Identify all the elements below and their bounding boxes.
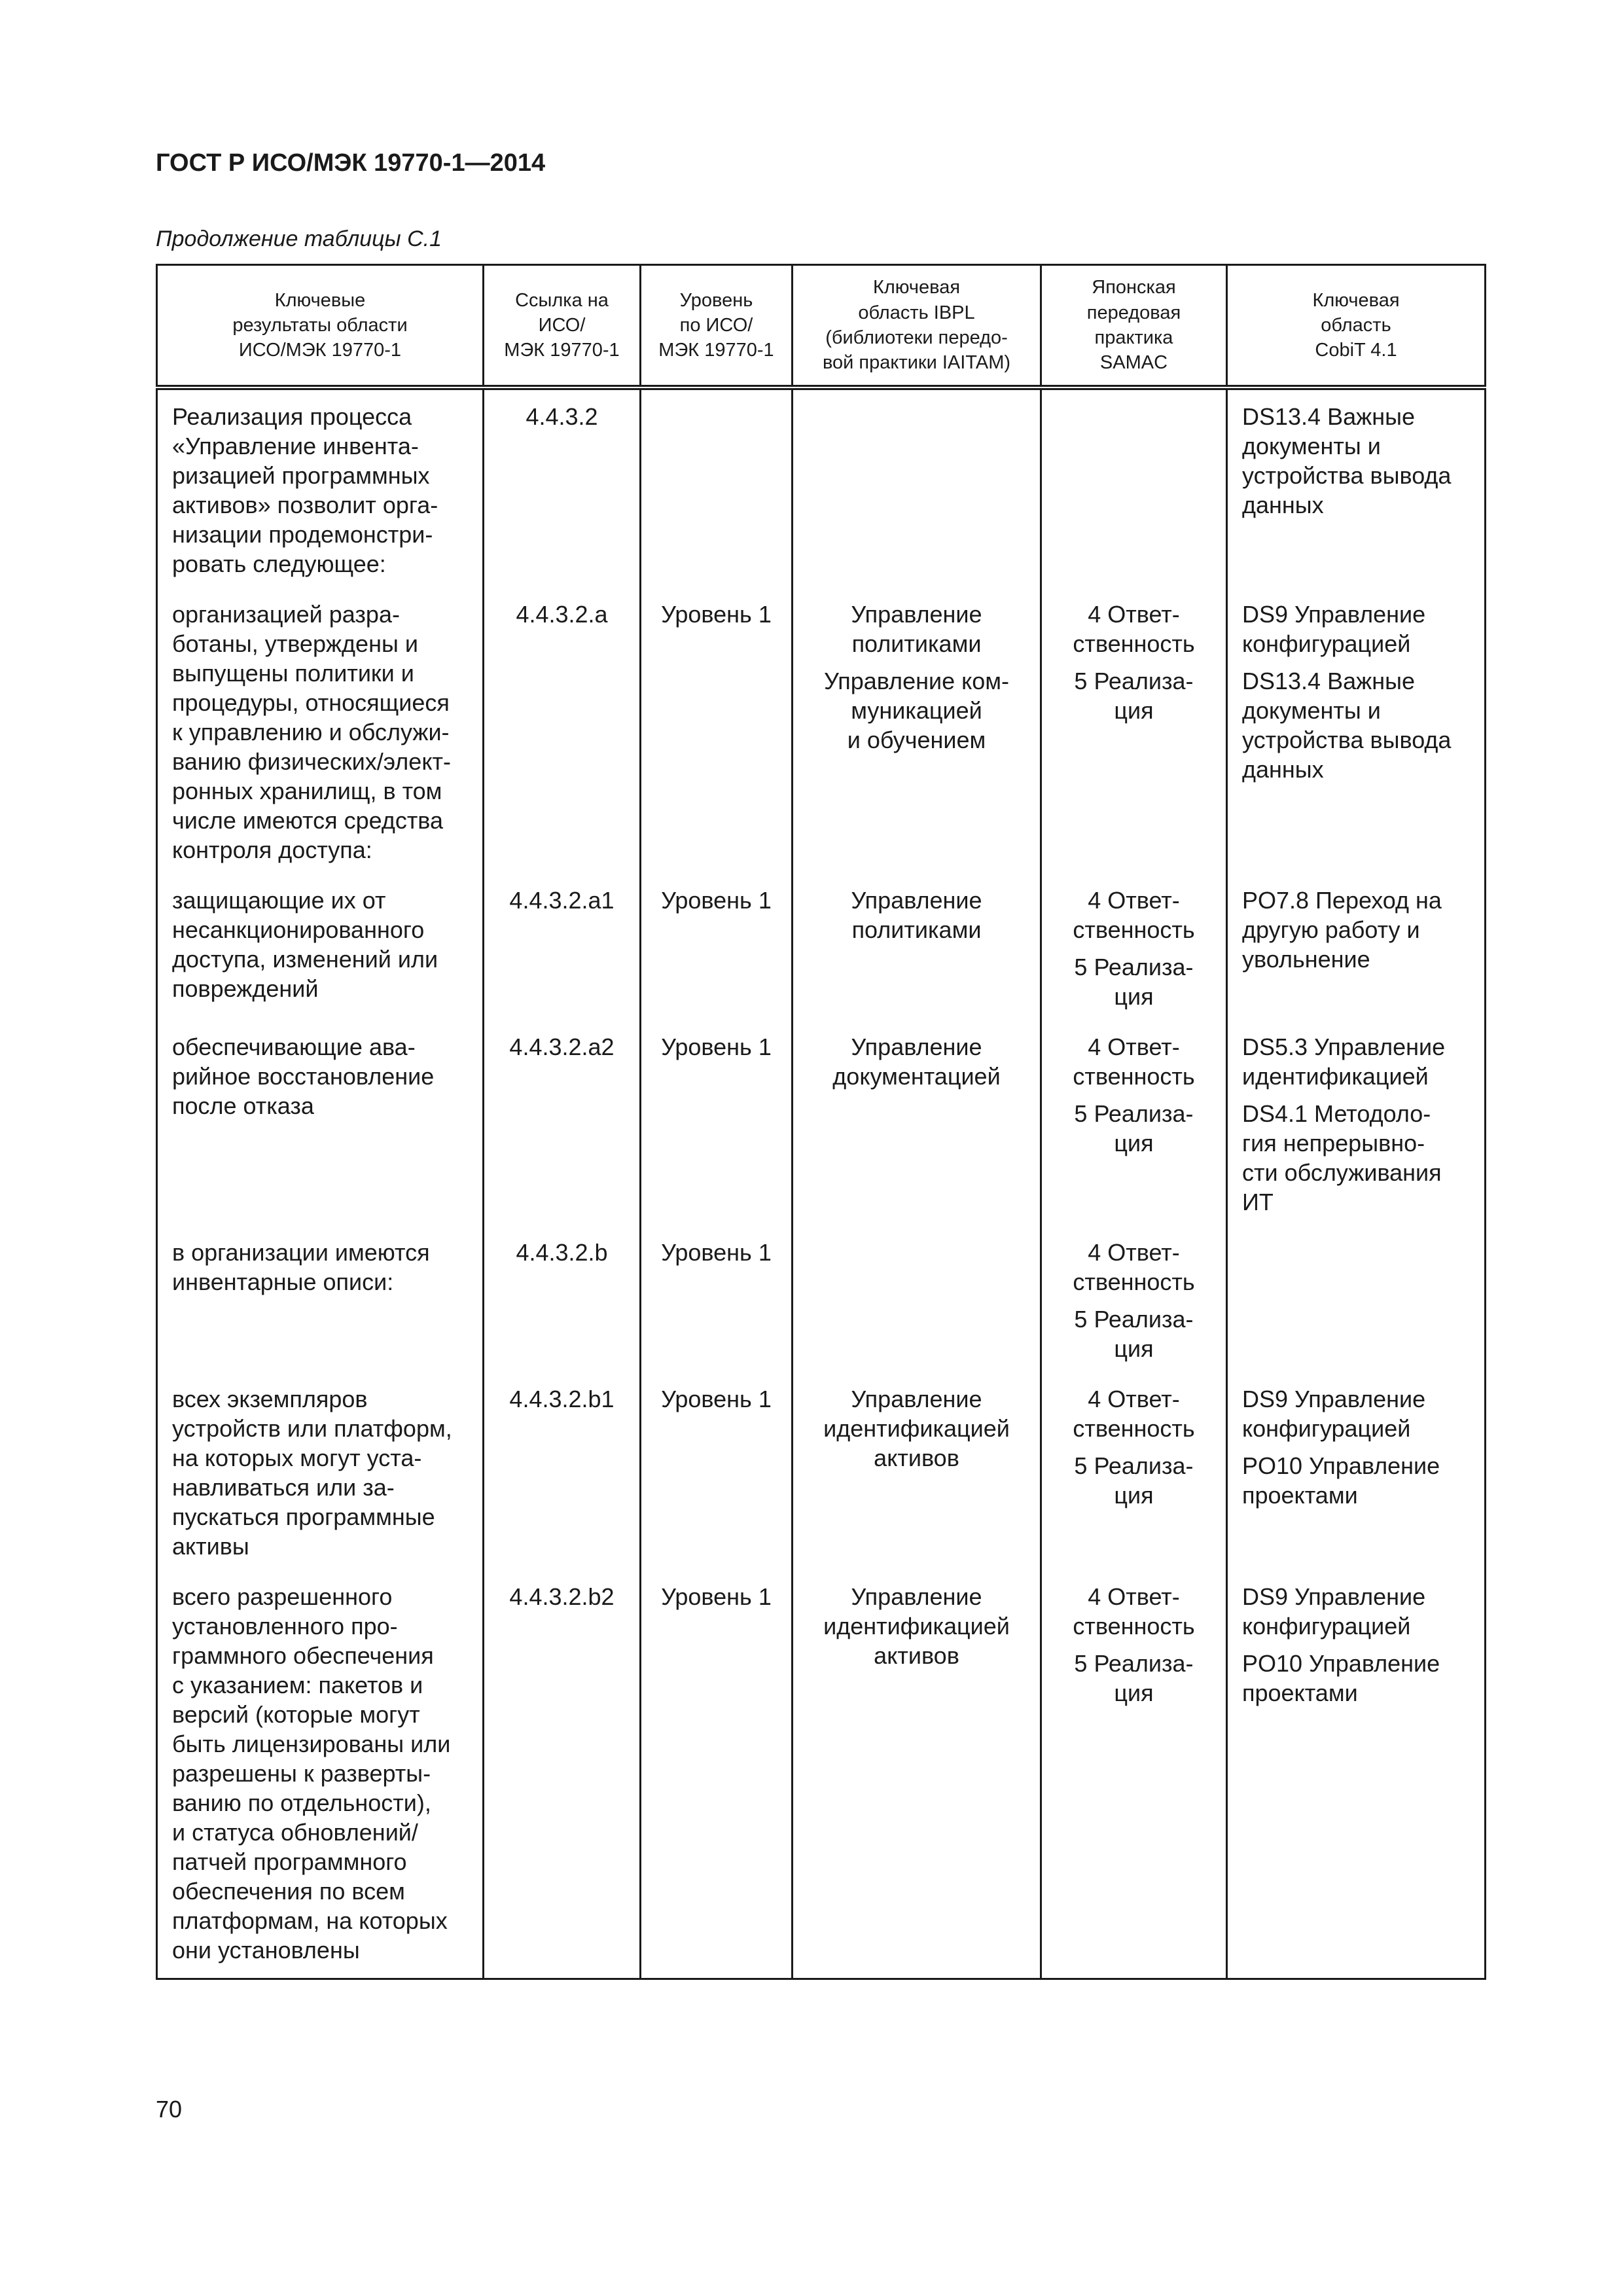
- cell-ibpl: [793, 1230, 1041, 1376]
- cell-cobit-entry: PO10 Управление проектами: [1242, 1650, 1440, 1706]
- cell-ibpl: [793, 878, 1041, 1024]
- cell-cobit-entry: DS9 Управление конфигурацией: [1242, 601, 1426, 657]
- col-header-samac: [1041, 265, 1227, 388]
- cell-samac: [1041, 387, 1227, 592]
- cell-samac-entry: 4 Ответ- ственность: [1073, 601, 1195, 657]
- cell-ibpl: [793, 1376, 1041, 1574]
- cell-cobit-entry: DS13.4 Важные документы и устройства вывода данных: [1242, 668, 1452, 783]
- cell-ibpl-entry: Управление политиками: [851, 887, 982, 943]
- cell-cobit: [1227, 1024, 1486, 1230]
- cell-level-text: Уровень 1: [661, 1386, 772, 1412]
- cell-reference: [484, 1024, 641, 1230]
- col-header-ibpl: [793, 265, 1041, 388]
- cell-result-text: обеспечивающие ава- рийное восстановление после отказа: [172, 1033, 435, 1119]
- cell-result: [157, 878, 484, 1024]
- cell-cobit-entry: PO7.8 Переход на другую работу и увольнение: [1242, 887, 1442, 973]
- cell-reference: [484, 592, 641, 878]
- cell-reference: [484, 1574, 641, 1979]
- cell-samac-entry: 5 Реализа- ция: [1074, 1650, 1194, 1706]
- cell-level: [641, 387, 793, 592]
- cell-cobit-entry: DS9 Управление конфигурацией: [1242, 1583, 1426, 1640]
- cell-reference: [484, 878, 641, 1024]
- cell-cobit: [1227, 1230, 1486, 1376]
- cell-result-text: Реализация процесса «Управление инвента- ризацией программных активов» позволит орга- низации продемонстри- ровать следующее:: [172, 403, 438, 577]
- requirements-table: [156, 264, 1486, 1980]
- cell-ibpl: [793, 387, 1041, 592]
- cell-result: [157, 387, 484, 592]
- cell-result-text: всего разрешенного установленного про- граммного обеспечения с указанием: пакетов и версий (которые могут быть лицензированы или разрешены к разверты- ванию по отдельности), и статуса обновлений/ патчей программного обеспечения по всем платформам, на которых они установлены: [172, 1583, 451, 1964]
- col-header-label: Уровень по ИСО/ МЭК 19770-1: [658, 289, 774, 361]
- cell-ibpl: [793, 1574, 1041, 1979]
- table-row: [157, 1230, 1486, 1376]
- cell-reference-text: 4.4.3.2.b2: [509, 1583, 615, 1610]
- cell-level-text: Уровень 1: [661, 1239, 772, 1266]
- table-body: [157, 387, 1486, 1979]
- cell-result: [157, 592, 484, 878]
- cell-cobit-entry: DS5.3 Управление идентификацией: [1242, 1033, 1446, 1090]
- cell-reference: [484, 387, 641, 592]
- cell-samac-entry: 4 Ответ- ственность: [1073, 1386, 1195, 1442]
- cell-samac-entry: 4 Ответ- ственность: [1073, 1033, 1195, 1090]
- col-header-label: Японская передовая практика SAMAC: [1086, 277, 1181, 374]
- table-row: [157, 592, 1486, 878]
- cell-level-text: Уровень 1: [661, 1033, 772, 1060]
- table-row: [157, 1024, 1486, 1230]
- cell-result-text: защищающие их от несанкционированного доступа, изменений или повреждений: [172, 887, 438, 1002]
- col-header-label: Ключевые результаты области ИСО/МЭК 19770-1: [232, 289, 408, 361]
- col-header-label: Ссылка на ИСО/ МЭК 19770-1: [504, 289, 620, 361]
- cell-samac: [1041, 878, 1227, 1024]
- cell-samac-entry: 4 Ответ- ственность: [1073, 1239, 1195, 1295]
- cell-reference-text: 4.4.3.2.b: [516, 1239, 608, 1266]
- table-header-row: [157, 265, 1486, 388]
- cell-samac-entry: 5 Реализа- ция: [1074, 1452, 1194, 1509]
- cell-cobit: [1227, 878, 1486, 1024]
- cell-samac-entry: 5 Реализа- ция: [1074, 1100, 1194, 1157]
- cell-samac-entry: 4 Ответ- ственность: [1073, 887, 1195, 943]
- cell-cobit-entry: DS13.4 Важные документы и устройства вывода данных: [1242, 403, 1452, 518]
- cell-reference-text: 4.4.3.2.a2: [509, 1033, 615, 1060]
- cell-ibpl-entry: Управление идентификацией активов: [823, 1583, 1010, 1669]
- cell-samac-entry: 5 Реализа- ция: [1074, 954, 1194, 1010]
- table-row: [157, 387, 1486, 592]
- cell-result: [157, 1574, 484, 1979]
- cell-ibpl-entry: Управление документацией: [832, 1033, 1001, 1090]
- cell-ibpl-entry: Управление ком- муникацией и обучением: [823, 668, 1010, 753]
- col-header-reference: [484, 265, 641, 388]
- col-header-cobit: [1227, 265, 1486, 388]
- cell-cobit: [1227, 592, 1486, 878]
- table-row: [157, 1574, 1486, 1979]
- cell-level: [641, 1376, 793, 1574]
- col-header-results: [157, 265, 484, 388]
- cell-result: [157, 1024, 484, 1230]
- cell-samac: [1041, 592, 1227, 878]
- cell-samac-entry: 5 Реализа- ция: [1074, 1306, 1194, 1362]
- cell-samac: [1041, 1024, 1227, 1230]
- cell-result-text: организацией разра- ботаны, утверждены и выпущены политики и процедуры, относящиеся к управлению и обслужи- ванию физических/элект- ронных хранилищ, в том числе имеются средства контроля доступа:: [172, 601, 451, 863]
- cell-samac: [1041, 1230, 1227, 1376]
- cell-result: [157, 1376, 484, 1574]
- cell-level-text: Уровень 1: [661, 1583, 772, 1610]
- cell-samac: [1041, 1574, 1227, 1979]
- cell-result-text: в организации имеются инвентарные описи:: [172, 1239, 430, 1295]
- cell-reference-text: 4.4.3.2.b1: [509, 1386, 615, 1412]
- cell-level: [641, 1024, 793, 1230]
- cell-ibpl-entry: Управление политиками: [851, 601, 982, 657]
- cell-level-text: Уровень 1: [661, 601, 772, 628]
- cell-samac-entry: 5 Реализа- ция: [1074, 668, 1194, 724]
- cell-cobit-entry: PO10 Управление проектами: [1242, 1452, 1440, 1509]
- table-row: [157, 878, 1486, 1024]
- cell-reference-text: 4.4.3.2.a1: [509, 887, 615, 914]
- cell-level: [641, 878, 793, 1024]
- table-row: [157, 1376, 1486, 1574]
- page-number: 70: [156, 2096, 183, 2123]
- cell-ibpl-entry: Управление идентификацией активов: [823, 1386, 1010, 1471]
- cell-result: [157, 1230, 484, 1376]
- cell-reference: [484, 1230, 641, 1376]
- cell-samac-entry: 4 Ответ- ственность: [1073, 1583, 1195, 1640]
- cell-level: [641, 592, 793, 878]
- cell-cobit-entry: DS4.1 Методоло- гия непрерывно- сти обслуживания ИТ: [1242, 1100, 1442, 1215]
- table-caption: Продолжение таблицы С.1: [156, 226, 442, 251]
- cell-level: [641, 1574, 793, 1979]
- cell-ibpl: [793, 1024, 1041, 1230]
- cell-cobit: [1227, 1574, 1486, 1979]
- col-header-label: Ключевая область IBPL (библиотеки передо- вой практики IAITAM): [822, 277, 1011, 374]
- cell-level: [641, 1230, 793, 1376]
- cell-result-text: всех экземпляров устройств или платформ, на которых могут уста- навливаться или за- пускаться программные активы: [172, 1386, 452, 1560]
- cell-cobit: [1227, 387, 1486, 592]
- cell-reference-text: 4.4.3.2: [526, 403, 598, 430]
- cell-samac: [1041, 1376, 1227, 1574]
- cell-level-text: Уровень 1: [661, 887, 772, 914]
- document-title: ГОСТ Р ИСО/МЭК 19770-1—2014: [156, 149, 546, 177]
- cell-reference: [484, 1376, 641, 1574]
- cell-cobit: [1227, 1376, 1486, 1574]
- col-header-label: Ключевая область CobiT 4.1: [1312, 289, 1400, 361]
- cell-cobit-entry: DS9 Управление конфигурацией: [1242, 1386, 1426, 1442]
- cell-ibpl: [793, 592, 1041, 878]
- col-header-level: [641, 265, 793, 388]
- cell-reference-text: 4.4.3.2.a: [516, 601, 608, 628]
